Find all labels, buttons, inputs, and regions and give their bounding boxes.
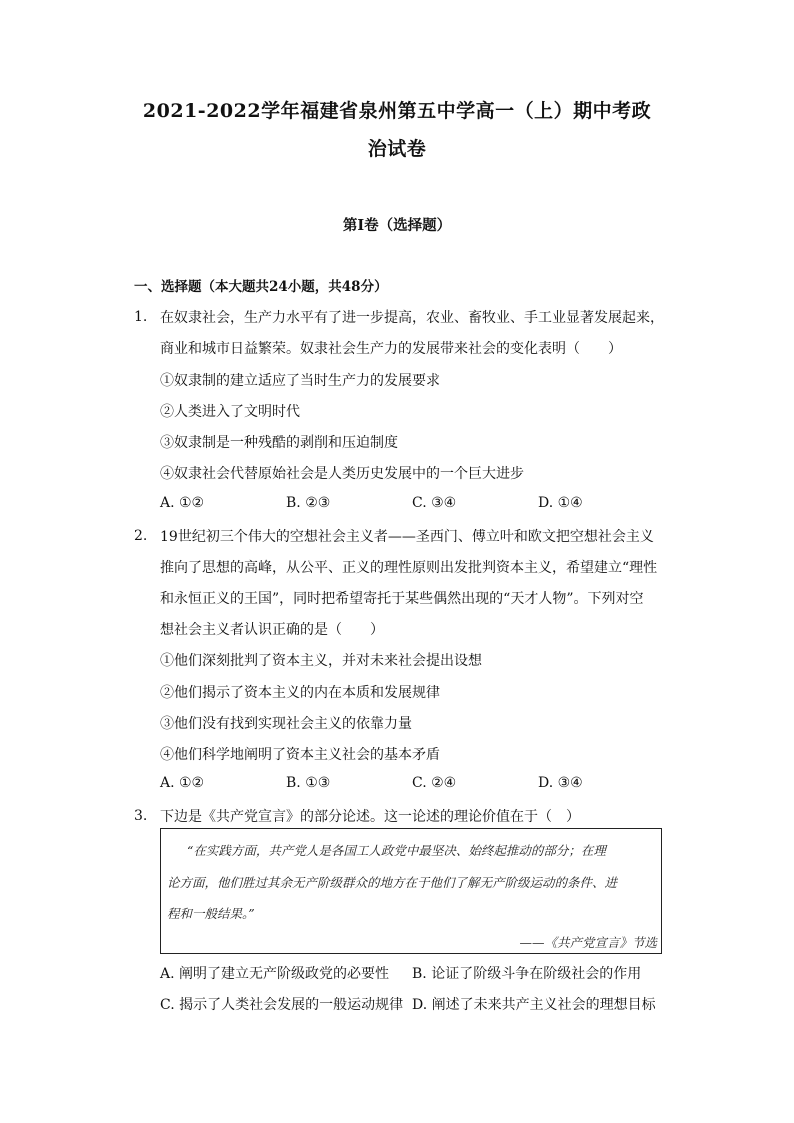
answer-option-d: D. 阐述了未来共产主义社会的理想目标 <box>412 997 656 1013</box>
answer-option-b: B. ①③ <box>286 775 331 791</box>
answer-option-d: D. ①④ <box>538 495 583 511</box>
answer-option-a: A. ①② <box>160 495 205 511</box>
quote-box <box>160 828 662 954</box>
answer-option-c: C. ③④ <box>412 495 457 511</box>
statement-line: ②人类进入了文明时代 <box>160 404 300 420</box>
exam-title-line-1: 2021-2022学年福建省泉州第五中学高一（上）期中考政 <box>142 100 652 122</box>
statement-line: ①他们深刻批判了资本主义，并对未来社会提出设想 <box>160 653 482 669</box>
statement-line: ③他们没有找到实现社会主义的依靠力量 <box>160 716 412 732</box>
volume-heading: 第I卷（选择题） <box>342 217 452 234</box>
question-stem-line: 想社会主义者认识正确的是（ ） <box>160 622 384 638</box>
question-stem-line: 下边是《共产党宣言》的部分论述。这一论述的理论价值在于（ ） <box>160 809 580 825</box>
quote-line: “在实践方面，共产党人是各国工人政党中最坚决、始终起推动的部分；在理 <box>187 843 606 858</box>
statement-line: ①奴隶制的建立适应了当时生产力的发展要求 <box>160 373 440 389</box>
question-number: 3. <box>134 808 148 824</box>
question-stem-line: 19世纪初三个伟大的空想社会主义者——圣西门、傅立叶和欧文把空想社会主义 <box>160 529 654 545</box>
exam-title-line-2: 治试卷 <box>367 138 427 160</box>
quote-line: 论方面，他们胜过其余无产阶级群众的地方在于他们了解无产阶级运动的条件、进 <box>167 875 618 890</box>
question-number: 1. <box>134 309 148 325</box>
section-heading: 一、选择题（本大题共24小题，共48分） <box>134 279 388 295</box>
question-stem-line: 和永恒正义的王国”，同时把希望寄托于某些偶然出现的“天才人物”。下列对空 <box>160 591 644 607</box>
question-number: 2. <box>134 528 148 544</box>
quote-source: ——《共产党宣言》节选 <box>519 935 657 950</box>
answer-option-a: A. 阐明了建立无产阶级政党的必要性 <box>160 966 390 982</box>
statement-line: ④奴隶社会代替原始社会是人类历史发展中的一个巨大进步 <box>160 466 524 482</box>
answer-option-d: D. ③④ <box>538 775 583 791</box>
answer-option-b: B. 论证了阶级斗争在阶级社会的作用 <box>412 966 642 982</box>
statement-line: ③奴隶制是一种残酷的剥削和压迫制度 <box>160 435 398 451</box>
answer-option-c: C. 揭示了人类社会发展的一般运动规律 <box>160 997 404 1013</box>
statement-line: ④他们科学地阐明了资本主义社会的基本矛盾 <box>160 747 440 763</box>
quote-line: 程和一般结果。” <box>167 906 255 921</box>
answer-option-c: C. ②④ <box>412 775 457 791</box>
question-stem-line: 商业和城市日益繁荣。奴隶社会生产力的发展带来社会的变化表明（ ） <box>160 341 622 357</box>
question-stem-line: 在奴隶社会，生产力水平有了进一步提高，农业、畜牧业、手工业显著发展起来， <box>160 310 664 326</box>
answer-option-a: A. ①② <box>160 775 205 791</box>
statement-line: ②他们揭示了资本主义的内在本质和发展规律 <box>160 685 440 701</box>
answer-option-b: B. ②③ <box>286 495 331 511</box>
question-stem-line: 推向了思想的高峰，从公平、正义的理性原则出发批判资本主义，希望建立“理性 <box>160 560 658 576</box>
